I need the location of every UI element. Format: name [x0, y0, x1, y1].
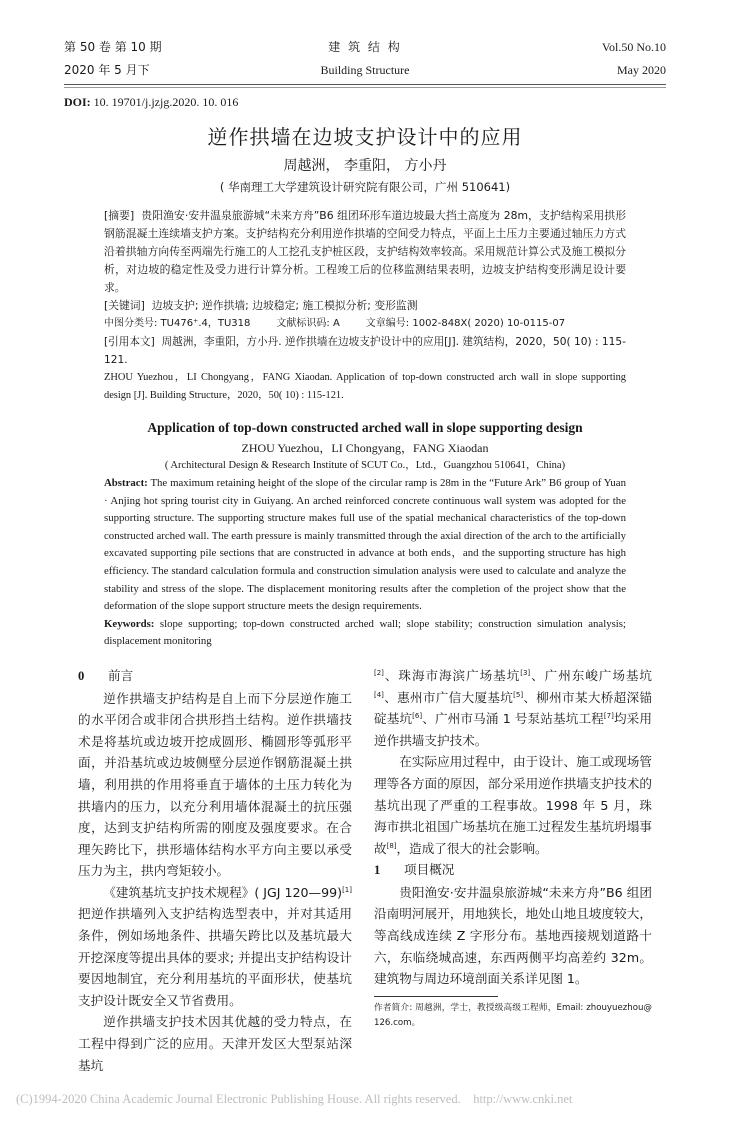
text: 、广州东峻广场基坑: [530, 667, 653, 683]
section-number: 1: [374, 863, 381, 878]
classification-article-no: 文章编号: 1002-848X( 2020) 10-0115-07: [365, 318, 566, 329]
text: 逆作拱墙支护技术因其优越的受力特点，在工程中得到广泛的应用。天津开发区大型泵站深基坑: [78, 1014, 352, 1073]
abstract-en: [104, 475, 626, 616]
text: 《建筑基坑支护技术规程》( JGJ 120—99): [103, 884, 343, 900]
text: 、珠海市海滨广场基坑: [383, 667, 521, 683]
paragraph: [374, 751, 652, 859]
author-footnote: 作者简介: 周越洲，学士，教授级高级工程师，Email: zhouyuezhou@126.com。: [374, 1002, 652, 1028]
abstract-cn: [104, 207, 626, 297]
journal-name-en: Building Structure: [320, 63, 410, 77]
abstract-cn-label: [摘要]: [104, 209, 135, 222]
classification-doc-code: 文献标识码: A: [276, 318, 340, 329]
reference-8[interactable]: [8]: [386, 841, 397, 850]
text: 均采用逆作拱墙支护技术。: [374, 711, 652, 748]
chinese-front-block: [104, 207, 626, 405]
citation-en: ZHOU Yuezhou，LI Chongyang，FANG Xiaodan. Application of top-down constructed arch wall in slope supporting design [J]. Building Structure，2020，50( 10) : 115-121.: [104, 372, 626, 401]
authors-en: ZHOU Yuezhou，LI Chongyang，FANG Xiaodan: [241, 441, 489, 455]
abstract-en-label: Abstract:: [104, 477, 148, 489]
section-title: 项目概况: [404, 862, 455, 878]
abstract-cn-text: 贵阳渔安·安井温泉旅游城“未来方舟”B6 组团环形车道边坡最大挡土高度为 28m，支护结构采用拱形钢筋混凝土连续墙支护方案。支护结构充分利用逆作拱墙的空间受力特点，平面上土压力主要通过轴压力方式沿着拱轴方向传至两端先行施工的人工挖孔支护桩区段，支护结构效率较高。采用规范计算公式及施工模拟分析，对边坡的稳定性及受力进行计算分析。工程竣工后的位移监测结果表明，边坡支护结构变形满足设计要求。: [104, 209, 626, 294]
section-title: 前言: [108, 667, 134, 683]
keywords-en-label: Keywords:: [104, 617, 155, 630]
doi-label: DOI:: [64, 95, 91, 109]
title-en: Application of top-down constructed arched wall in slope supporting design: [147, 420, 583, 435]
reference-7[interactable]: [7]: [603, 712, 614, 721]
keywords-cn-text: 边坡支护; 逆作拱墙; 边坡稳定; 施工模拟分析; 变形监测: [151, 299, 418, 312]
affiliation-en: ( Architectural Design & Research Institute of SCUT Co.，Ltd.，Guangzhou 510641，China): [164, 460, 566, 471]
keywords-cn: [104, 297, 626, 315]
doi: [64, 94, 666, 110]
left-column: [78, 665, 352, 1076]
reference-2[interactable]: [2]: [374, 668, 384, 677]
english-abstract-block: [104, 475, 626, 651]
classification-clc: 中图分类号: TU476⁺.4，TU318: [104, 318, 251, 329]
journal-name-cn: 建 筑 结 构: [328, 40, 402, 54]
front-matter: [0, 90, 730, 651]
paragraph: [78, 882, 352, 1012]
affiliation-cn: ( 华南理工大学建筑设计研究院有限公司，广州 510641): [219, 180, 511, 194]
section-number: 0: [78, 668, 85, 683]
classification-row: [104, 315, 626, 333]
citation-cn-text: 周越洲，李重阳，方小丹. 逆作拱墙在边坡支护设计中的应用[J]. 建筑结构，2020，50( 10) : 115-121.: [104, 336, 626, 366]
keywords-cn-label: [关键词]: [104, 299, 145, 312]
reference-4[interactable]: [4]: [374, 690, 384, 699]
running-header: [0, 0, 730, 90]
date-cn: 2020 年 5 月下: [64, 63, 150, 77]
text: 、广州市马涌 1 号泵站基坑工程: [422, 711, 604, 727]
doi-value[interactable]: 10. 19701/j.jzjg.2020. 10. 016: [90, 95, 239, 109]
copyright-footer: (C)1994-2020 China Academic Journal Electronic Publishing House. All rights reserved. http://www.cnki.net: [16, 1092, 573, 1107]
text: ，造成了很大的社会影响。: [396, 840, 548, 856]
authors-cn: 周越洲， 李重阳， 方小丹: [283, 158, 447, 174]
citation-cn: [104, 333, 626, 369]
paragraph: [374, 665, 652, 751]
section-1-heading: [374, 859, 652, 882]
text: 在实际应用过程中，由于设计、施工或现场管理等各方面的原因，部分采用逆作拱墙支护技术的基坑出现了严重的工程事故。1998 年 5 月，珠海市拱北祖国广场基坑在施工过程发生基坑坍塌事故: [374, 754, 652, 856]
right-column: [374, 665, 652, 1076]
paragraph: 贵阳渔安·安井温泉旅游城“未来方舟”B6 组团沿南明河展开，用地狭长，地处山地且坡度较大，等高线成连续 Z 字形分布。基地西接规划道路十六，东临绕城高速，东西两侧平均高差约 32m。建筑物与周边环境剖面关系详见图 1。: [374, 884, 652, 987]
abstract-en-text: The maximum retaining height of the slope of the circular ramp is 28m in the “Future Ark” B6 group of Yuan · Anjing hot spring tourist city in Guiyang. An arched reinforced concrete continuous wall system was adopted for the supporting structure. The supporting structure makes full use of the spatial mechanical characteristics of the top-down constructed arched wall. The earth pressure is mainly transmitted through the axial direction of the arch to the artificially excavated supporting pile sections that are constructed in advance at both ends，and the supporting structure has high efficiency. The standard calculation formula and construction simulation analysis were used to calculate and analyze the stability and stress of the slope. The displacement monitoring results after the completion of the project show that the deformation of the slope support structure meets the design requirements.: [104, 477, 626, 613]
keywords-en-text: slope supporting; top-down constructed arched wall; slope stability; construction simulation analysis; displacement monitoring: [104, 617, 626, 648]
body-columns: [0, 665, 730, 1076]
reference-6[interactable]: [6]: [412, 712, 423, 721]
volume-issue-cn: 第 50 卷 第 10 期: [64, 40, 162, 54]
text: 把逆作拱墙列入支护结构选型表中，并对其适用条件，例如场地条件、拱墙矢跨比以及基坑最大开挖深度等提出具体的要求; 并提出支护结构设计要因地制宜，充分利用基坑的平面形状，使基坑支护设计既安全又节省费用。: [78, 906, 352, 1008]
reference-3[interactable]: [3]: [520, 668, 531, 677]
citation-label: [引用本文]: [104, 336, 155, 348]
reference-1[interactable]: [1]: [342, 885, 352, 894]
volume-issue-en: Vol.50 No.10: [601, 40, 666, 54]
text: 、惠州市广信大厦基坑: [383, 689, 514, 705]
footnote-rule: [374, 996, 498, 997]
paragraph: [78, 1011, 352, 1076]
header-rule: [64, 84, 666, 85]
text: 、柳州市某大桥超深锚碇基坑: [374, 689, 653, 727]
reference-5[interactable]: [5]: [513, 690, 524, 699]
keywords-en: [104, 616, 626, 651]
page-title: 逆作拱墙在边坡支护设计中的应用: [207, 125, 523, 149]
header-rule-thin: [64, 87, 666, 88]
paragraph: 逆作拱墙支护结构是自上而下分层逆作施工的水平闭合或非闭合拱形挡土结构。逆作拱墙技术是将基坑或边坡开挖成圆形、椭圆形等弧形平面，并沿基坑或边坡侧壁分层逆作钢筋混凝土拱墙，利用拱的作用将垂直于墙体的土压力转化为拱墙内的压力，以充分利用墙体混凝土的抗压强度，达到支护结构所需的刚度及强度要求。在合理矢跨比下，拱形墙体结构水平方向主要以承受压力为主，拱内弯矩较小。: [78, 690, 352, 879]
section-0-heading: [78, 665, 352, 688]
date-en: May 2020: [617, 63, 666, 77]
